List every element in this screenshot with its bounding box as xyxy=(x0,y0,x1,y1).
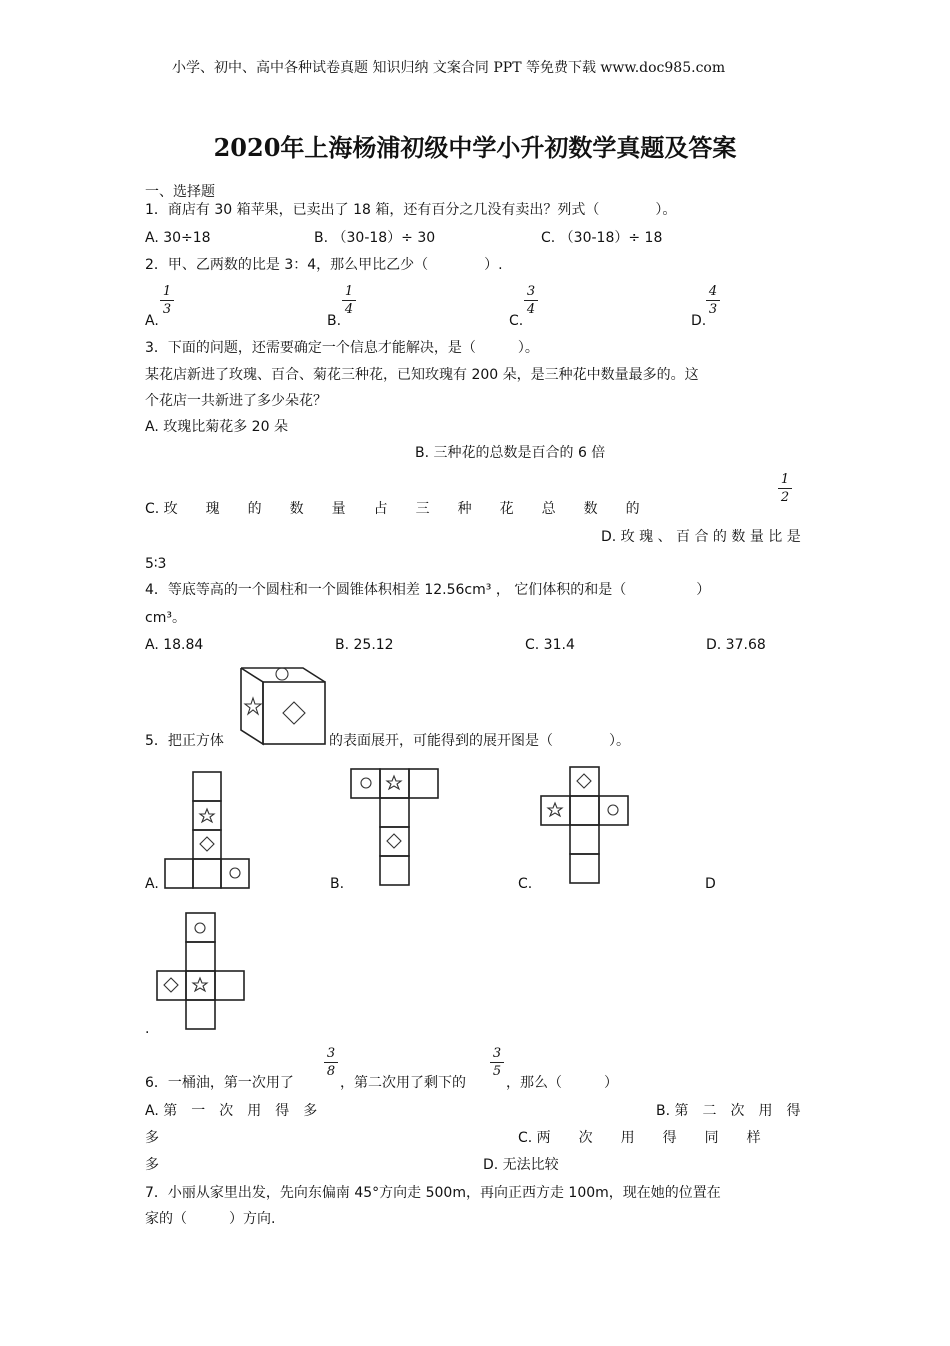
question-6-part-1: 6．一桶油，第一次用了 xyxy=(145,1075,294,1091)
question-7-line-2: 家的（ ）方向. xyxy=(145,1211,276,1227)
q2-option-c-fraction xyxy=(524,285,538,316)
q6-option-c-continued: 多 xyxy=(145,1157,159,1173)
q3-option-d: D. 玫 瑰 、 百 合 的 数 量 比 是 xyxy=(601,529,801,545)
star-icon xyxy=(245,698,261,714)
q1-option-a: A. 30÷18 xyxy=(145,230,211,246)
q2-option-d-fraction xyxy=(706,285,720,316)
page-header: 小学、初中、高中各种试卷真题 知识归纳 文案合同 PPT 等免费下载 www.doc985.com xyxy=(172,60,726,76)
question-6-part-2: ，第二次用了剩下的 xyxy=(340,1075,466,1091)
fraction-denominator: 2 xyxy=(780,490,790,505)
net-a xyxy=(165,771,251,889)
q5-option-a-label: A. xyxy=(145,876,159,892)
question-5-start: 5．把正方体 xyxy=(145,733,224,749)
q5-option-b-label: B. xyxy=(330,876,345,892)
diamond-icon xyxy=(387,834,401,848)
star-icon xyxy=(548,803,562,816)
q3-option-c-fraction xyxy=(778,473,792,504)
fraction-denominator: 5 xyxy=(492,1064,502,1079)
fraction-numerator: 3 xyxy=(326,1046,336,1061)
q5-option-d-label: D xyxy=(705,876,716,892)
q6-fraction-2 xyxy=(490,1047,504,1078)
star-icon xyxy=(193,978,207,991)
circle-icon xyxy=(361,778,371,788)
net-b xyxy=(350,768,440,886)
q1-option-c: C. （30-18）÷ 18 xyxy=(541,230,663,246)
star-icon xyxy=(387,776,401,789)
q4-option-d: D. 37.68 xyxy=(706,637,766,653)
circle-icon xyxy=(276,668,288,680)
fraction-numerator: 3 xyxy=(492,1046,502,1061)
diamond-icon xyxy=(200,837,214,851)
circle-icon xyxy=(230,868,240,878)
q6-fraction-1 xyxy=(324,1047,338,1078)
q6-option-c: C. 两 次 用 得 同 样 xyxy=(518,1130,761,1146)
cube-left-face xyxy=(241,668,263,744)
cube-front-face xyxy=(263,682,325,744)
q6-option-d: D. 无法比较 xyxy=(483,1157,559,1173)
q5-end-mark: . xyxy=(145,1021,150,1037)
q6-option-b: B. 第 二 次 用 得 xyxy=(656,1103,801,1119)
q4-option-b: B. 25.12 xyxy=(335,637,394,653)
fraction-numerator: 1 xyxy=(162,284,172,299)
q4-unit: cm³。 xyxy=(145,610,186,626)
q3-option-a: A. 玫瑰比菊花多 20 朵 xyxy=(145,419,288,435)
question-7-line-1: 7．小丽从家里出发，先向东偏南 45°方向走 500m，再向正西方走 100m，现在她的位置在 xyxy=(145,1185,721,1201)
fraction-denominator: 8 xyxy=(326,1064,336,1079)
question-4: 4．等底等高的一个圆柱和一个圆锥体积相差 12.56cm³ ， 它们体积的和是（ ） xyxy=(145,582,711,598)
fraction-numerator: 4 xyxy=(708,284,718,299)
diamond-icon xyxy=(283,702,305,724)
question-1: 1．商店有 30 箱苹果，已卖出了 18 箱，还有百分之几没有卖出？列式（ ）。 xyxy=(145,202,677,218)
page-title: 2020年上海杨浦初级中学小升初数学真题及答案 xyxy=(213,133,737,162)
q6-option-b-continued: 多 xyxy=(145,1130,159,1146)
q2-option-b-label: B. xyxy=(327,313,342,329)
diamond-icon xyxy=(577,774,591,788)
diamond-icon xyxy=(164,978,178,992)
section-heading: 一、选择题 xyxy=(145,184,215,200)
star-icon xyxy=(200,809,214,822)
q3-option-c: C. 玫 瑰 的 数 量 占 三 种 花 总 数 的 xyxy=(145,501,640,517)
circle-icon xyxy=(608,805,618,815)
question-3: 3．下面的问题，还需要确定一个信息才能解决，是（ ）。 xyxy=(145,340,539,356)
q2-option-d-label: D. xyxy=(691,313,707,329)
q3-context-line-1: 某花店新进了玫瑰、百合、菊花三种花，已知玫瑰有 200 朵，是三种花中数量最多的。这 xyxy=(145,367,699,383)
q4-option-c: C. 31.4 xyxy=(525,637,575,653)
q4-option-a: A. 18.84 xyxy=(145,637,204,653)
fraction-denominator: 3 xyxy=(162,302,172,317)
fraction-numerator: 1 xyxy=(344,284,354,299)
fraction-numerator: 1 xyxy=(780,472,790,487)
fraction-denominator: 4 xyxy=(344,302,354,317)
q2-option-b-fraction xyxy=(342,285,356,316)
q3-context-line-2: 个花店一共新进了多少朵花？ xyxy=(145,393,327,409)
q3-option-b: B. 三种花的总数是百合的 6 倍 xyxy=(415,445,606,461)
q2-option-a-label: A. xyxy=(145,313,159,329)
q3-option-d-continued: 5∶3 xyxy=(145,556,167,572)
cube-figure xyxy=(237,660,329,750)
circle-icon xyxy=(195,923,205,933)
question-5-end: 的表面展开，可能得到的展开图是（ ）。 xyxy=(329,733,630,749)
question-6-part-3: ，那么（ ） xyxy=(506,1075,618,1091)
q2-option-a-fraction xyxy=(160,285,174,316)
q2-option-c-label: C. xyxy=(509,313,524,329)
question-2: 2．甲、乙两数的比是 3：4，那么甲比乙少（ ）. xyxy=(145,257,503,273)
fraction-numerator: 3 xyxy=(526,284,536,299)
q6-option-a: A. 第 一 次 用 得 多 xyxy=(145,1103,318,1119)
net-c xyxy=(540,766,630,884)
q5-option-c-label: C. xyxy=(518,876,533,892)
q1-option-b: B. （30-18）÷ 30 xyxy=(314,230,436,246)
fraction-denominator: 4 xyxy=(526,302,536,317)
net-d xyxy=(156,912,246,1030)
fraction-denominator: 3 xyxy=(708,302,718,317)
